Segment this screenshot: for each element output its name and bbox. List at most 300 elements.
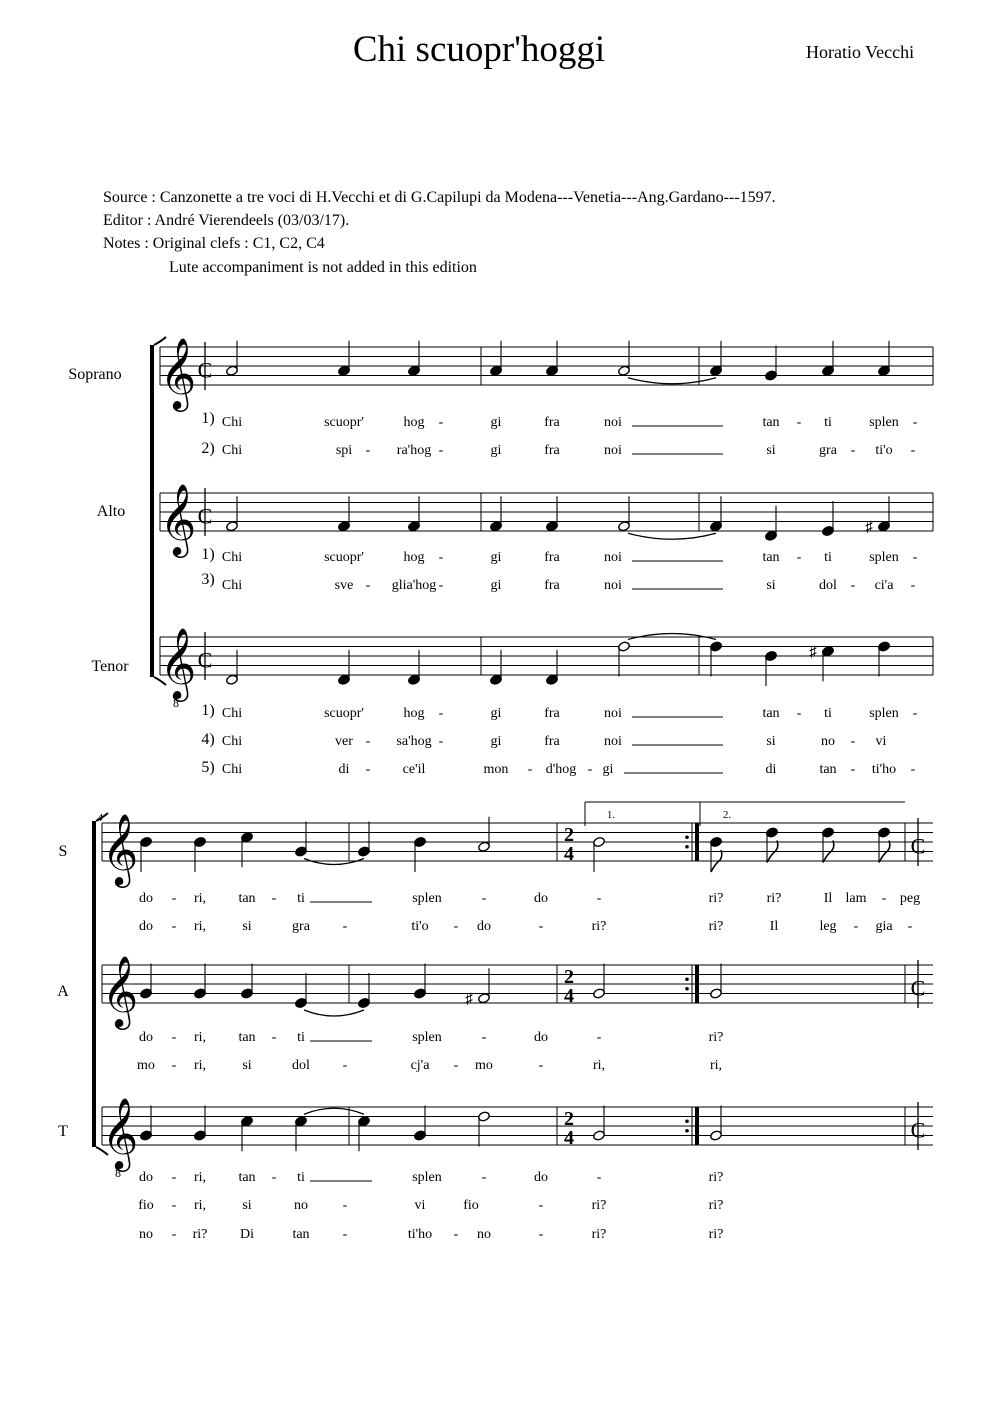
lyric-syllable: - [365, 762, 371, 777]
thick-barline [695, 823, 699, 861]
voice-abbrev-s: S [58, 843, 68, 860]
lyric-syllable: ri? [708, 1170, 724, 1185]
lyric-syllable: si [766, 443, 776, 458]
notes-line: Notes : Original clefs : C1, C2, C4 [103, 235, 325, 252]
cut-time-signature [911, 818, 926, 866]
lyric-syllable: gra [292, 919, 310, 934]
lyric-syllable: scuopr' [324, 415, 364, 430]
lyric-syllable: ri, [193, 1198, 207, 1213]
lyric-syllable: do [477, 919, 491, 934]
cut-time-signature [911, 1102, 926, 1150]
lyric-syllable: hog [403, 706, 425, 721]
lyric-syllable: scuopr' [324, 550, 364, 565]
lyric-syllable: - [796, 415, 802, 430]
half-note [593, 964, 606, 1000]
lyric-syllable: ti'ho [871, 762, 897, 777]
lyric-syllable: gi [602, 762, 614, 777]
repeat-dot [685, 845, 689, 849]
lyric-syllable: si [242, 919, 252, 934]
quarter-note [490, 496, 503, 532]
lyric-syllable: do [534, 1170, 548, 1185]
half-note [618, 341, 631, 377]
quarter-note [194, 964, 207, 1000]
lyric-syllable: tan [238, 1030, 256, 1045]
lyric-syllable: - [907, 919, 913, 934]
system-bracket [92, 821, 96, 1147]
lyric-syllable: - [365, 578, 371, 593]
cut-time-glyph: C [910, 975, 926, 1001]
time-sig-numerator: 2 [564, 824, 574, 846]
eighth-note [878, 827, 891, 863]
lyric-syllable: ri? [591, 919, 607, 934]
lyric-syllable: Chi [221, 762, 243, 777]
clef-glyph: 𝄞 [159, 486, 197, 554]
verse-number: 1) [201, 410, 215, 427]
lyric-syllable: ri? [708, 919, 724, 934]
quarter-note [878, 641, 891, 677]
lyric-syllable: si [766, 734, 776, 749]
lyric-syllable: noi [604, 706, 622, 721]
lyric-syllable: vi [414, 1198, 426, 1213]
lyric-syllable: Chi [221, 706, 243, 721]
lyric-syllable: - [171, 1170, 177, 1185]
half-note [226, 341, 239, 377]
sharp-sign: ♯ [865, 519, 873, 536]
lyric-syllable: - [910, 578, 916, 593]
treble-clef [160, 338, 197, 412]
lyric-syllable: no [294, 1198, 308, 1213]
lyric-syllable: noi [604, 578, 622, 593]
clef-glyph: 𝄞 [159, 630, 197, 698]
lyric-syllable: noi [604, 443, 622, 458]
lyric-syllable: Chi [221, 578, 243, 593]
lyric-syllable: glia'hog [391, 578, 437, 593]
lyric-syllable: - [342, 1227, 348, 1242]
lyric-syllable: - [850, 578, 856, 593]
lyric-syllable: - [481, 891, 487, 906]
quarter-note [358, 973, 371, 1009]
lyric-syllable: - [365, 734, 371, 749]
quarter-note [765, 506, 778, 542]
quarter-note [295, 822, 308, 858]
lyric-syllable: gi [490, 578, 502, 593]
lyric-syllable: gi [490, 550, 502, 565]
eighth-note [822, 827, 835, 863]
lyric-syllable: ce'il [402, 762, 426, 777]
voice-name-tenor: Tenor [91, 658, 129, 675]
lyric-syllable: noi [604, 734, 622, 749]
lyric-syllable: - [171, 1198, 177, 1213]
quarter-note [414, 1106, 427, 1142]
time-signature [564, 824, 574, 865]
octave-marker: 8 [173, 696, 179, 710]
composer-name: Horatio Vecchi [806, 42, 915, 62]
lyric-syllable: d'hog [545, 762, 577, 777]
half-note [593, 1106, 606, 1142]
lyric-syllable: - [171, 1058, 177, 1073]
cut-time-signature [198, 488, 213, 536]
piece-title: Chi scuopr'hoggi [352, 29, 606, 70]
lyric-syllable: - [171, 1227, 177, 1242]
quarter-note [408, 650, 421, 686]
octave-marker: 8 [115, 1166, 121, 1180]
half-note [618, 641, 631, 677]
lyric-syllable: fra [544, 443, 560, 458]
lyric-syllable: - [587, 762, 593, 777]
lyric-syllable: ri? [708, 891, 724, 906]
thick-barline [695, 1107, 699, 1145]
system-bracket [150, 345, 154, 677]
quarter-note [809, 644, 834, 681]
lyric-syllable: ti [824, 415, 832, 430]
repeat-dot [685, 1119, 689, 1123]
cut-time-glyph: C [910, 1117, 926, 1143]
lyric-syllable: ver [335, 734, 353, 749]
quarter-note [295, 973, 308, 1009]
lyric-syllable: gra [819, 443, 837, 458]
lyric-syllable: gia [875, 919, 893, 934]
lyric-syllable: - [910, 762, 916, 777]
treble-8-clef [160, 628, 197, 710]
half-note [593, 836, 606, 872]
lyric-syllable: - [538, 919, 544, 934]
lyric-syllable: - [850, 762, 856, 777]
repeat-dot [685, 977, 689, 981]
time-signature [564, 966, 574, 1007]
lyric-syllable: tan [762, 706, 780, 721]
lyric-syllable: ti [824, 550, 832, 565]
lyric-syllable: - [538, 1198, 544, 1213]
quarter-note [358, 1116, 371, 1152]
lyric-syllable: ri, [193, 1170, 207, 1185]
lyric-syllable: peg [899, 891, 921, 906]
lyric-syllable: mon [483, 762, 509, 777]
lyric-syllable: gi [490, 706, 502, 721]
lyric-syllable: fra [544, 415, 560, 430]
voice-name-soprano: Soprano [68, 366, 122, 383]
lyric-syllable: Chi [221, 415, 243, 430]
clef-glyph: 𝄞 [159, 340, 197, 408]
quarter-note [408, 341, 421, 377]
lyric-syllable: di [765, 762, 777, 777]
lyric-syllable: - [527, 762, 533, 777]
lyric-syllable: - [912, 550, 918, 565]
quarter-note [338, 650, 351, 686]
tie [628, 378, 716, 384]
quarter-note [408, 496, 421, 532]
lyric-syllable: - [881, 891, 887, 906]
lyric-syllable: sa'hog [396, 734, 432, 749]
measure-number: 4 [97, 812, 103, 824]
quarter-note [546, 650, 559, 686]
half-note [226, 650, 239, 686]
lyric-syllable: tan [819, 762, 837, 777]
clef-glyph: 𝄞 [101, 1100, 139, 1168]
quarter-note [765, 346, 778, 382]
lyric-syllable: - [850, 443, 856, 458]
lyric-syllable: ri, [193, 891, 207, 906]
lyric-syllable: - [438, 415, 444, 430]
lyric-syllable: fra [544, 706, 560, 721]
lyric-syllable: ri? [708, 1198, 724, 1213]
lyric-syllable: di [338, 762, 350, 777]
quarter-note [765, 650, 778, 686]
quarter-note [140, 964, 153, 1000]
lyric-syllable: ri, [193, 1030, 207, 1045]
lyric-syllable: cj'a [410, 1058, 430, 1073]
lyric-syllable: si [242, 1058, 252, 1073]
lyric-syllable: - [481, 1170, 487, 1185]
cut-time-glyph: C [197, 357, 213, 383]
lyric-syllable: scuopr' [324, 706, 364, 721]
lyric-syllable: ci'a [874, 578, 894, 593]
volta-number-2: 2. [722, 809, 732, 821]
quarter-note [140, 836, 153, 872]
cut-time-glyph: C [197, 503, 213, 529]
quarter-note [194, 1106, 207, 1142]
lyric-syllable: spi [335, 443, 353, 458]
lyric-syllable: gi [490, 734, 502, 749]
lyric-syllable: - [342, 1058, 348, 1073]
half-note [478, 817, 491, 853]
lyric-syllable: hog [403, 415, 425, 430]
lyric-syllable: ti [297, 891, 305, 906]
lyric-syllable: fra [544, 734, 560, 749]
lyric-syllable: splen [869, 550, 899, 565]
verse-number: 2) [201, 440, 215, 457]
quarter-note [710, 641, 723, 677]
lyric-syllable: dol [819, 578, 837, 593]
lyric-syllable: - [271, 891, 277, 906]
half-note [478, 1111, 491, 1147]
editor-line: Editor : André Vierendeels (03/03/17). [103, 212, 350, 229]
half-note [710, 1106, 723, 1142]
lyric-syllable: ri? [708, 1227, 724, 1242]
lyric-syllable: - [271, 1170, 277, 1185]
time-sig-numerator: 2 [564, 1108, 574, 1130]
lyric-syllable: - [912, 706, 918, 721]
lyric-syllable: do [534, 1030, 548, 1045]
quarter-note [295, 1116, 308, 1152]
lyric-syllable: mo [137, 1058, 155, 1073]
lyric-syllable: Il [823, 891, 833, 906]
quarter-note [546, 496, 559, 532]
lyric-syllable: - [912, 415, 918, 430]
verse-number: 4) [201, 731, 215, 748]
lyric-syllable: - [481, 1030, 487, 1045]
lyric-syllable: Chi [221, 443, 243, 458]
lyric-syllable: - [453, 1058, 459, 1073]
lyric-syllable: gi [490, 415, 502, 430]
lyric-syllable: fra [544, 578, 560, 593]
lyric-syllable: fra [544, 550, 560, 565]
time-sig-denominator: 4 [564, 843, 574, 865]
notes-line-2: Lute accompaniment is not added in this edition [169, 259, 477, 276]
lyric-syllable: sve [334, 578, 354, 593]
lyric-syllable: - [171, 1030, 177, 1045]
lyric-syllable: - [342, 1198, 348, 1213]
eighth-note [766, 827, 779, 863]
lyric-syllable: ti [824, 706, 832, 721]
verse-number: 5) [201, 759, 215, 776]
voice-name-alto: Alto [96, 503, 126, 520]
sharp-sign: ♯ [465, 991, 473, 1008]
treble-clef [102, 956, 139, 1030]
lyric-syllable: fio [463, 1198, 479, 1213]
quarter-note [358, 822, 371, 858]
lyric-syllable: noi [604, 415, 622, 430]
lyric-syllable: - [596, 891, 602, 906]
lyric-syllable: noi [604, 550, 622, 565]
lyric-syllable: tan [292, 1227, 310, 1242]
lyric-syllable: tan [762, 415, 780, 430]
lyric-syllable: ri? [591, 1227, 607, 1242]
lyric-syllable: mo [475, 1058, 493, 1073]
cut-time-signature [198, 632, 213, 680]
lyric-syllable: splen [412, 891, 442, 906]
lyric-syllable: - [438, 734, 444, 749]
lyric-syllable: - [796, 706, 802, 721]
lyric-syllable: ti [297, 1170, 305, 1185]
thick-barline [695, 965, 699, 1003]
lyric-syllable: ri, [193, 1058, 207, 1073]
quarter-note [241, 1116, 254, 1152]
lyric-syllable: Il [769, 919, 779, 934]
quarter-note [414, 836, 427, 872]
lyric-syllable: lam [845, 891, 867, 906]
quarter-note [140, 1106, 153, 1142]
lyric-syllable: do [534, 891, 548, 906]
half-note [618, 496, 631, 532]
lyric-syllable: ti'ho [407, 1227, 433, 1242]
clef-glyph: 𝄞 [101, 816, 139, 884]
source-line: Source : Canzonette a tre voci di H.Vecchi et di G.Capilupi da Modena---Venetia---Ang.Gardano---1597. [103, 189, 776, 206]
lyric-syllable: dol [292, 1058, 310, 1073]
time-sig-numerator: 2 [564, 966, 574, 988]
lyric-syllable: do [139, 919, 153, 934]
lyric-syllable: ri, [709, 1058, 723, 1073]
repeat-dot [685, 987, 689, 991]
tie [304, 1010, 364, 1016]
voice-abbrev-a: A [57, 983, 69, 1000]
lyric-syllable: - [438, 578, 444, 593]
lyric-syllable: - [171, 919, 177, 934]
lyric-syllable: - [438, 550, 444, 565]
lyric-syllable: ti'o [411, 919, 429, 934]
lyric-syllable: ti'o [875, 443, 893, 458]
tie [304, 1108, 364, 1114]
lyric-syllable: tan [238, 1170, 256, 1185]
lyric-syllable: - [438, 443, 444, 458]
lyric-syllable: no [821, 734, 835, 749]
half-note [226, 496, 239, 532]
lyric-syllable: splen [869, 706, 899, 721]
verse-number: 1) [201, 702, 215, 719]
lyric-syllable: ri, [193, 919, 207, 934]
lyric-syllable: no [477, 1227, 491, 1242]
lyric-syllable: - [171, 891, 177, 906]
lyric-syllable: do [139, 1170, 153, 1185]
quarter-note [822, 341, 835, 377]
volta-number-1: 1. [606, 809, 616, 821]
lyric-syllable: - [596, 1030, 602, 1045]
treble-8-clef [102, 1098, 139, 1180]
lyric-syllable: - [453, 1227, 459, 1242]
lyric-syllable: Chi [221, 734, 243, 749]
clef-glyph: 𝄞 [101, 958, 139, 1026]
cut-time-signature [198, 342, 213, 390]
lyric-syllable: Di [240, 1227, 254, 1242]
lyric-syllable: ri? [192, 1227, 208, 1242]
lyric-syllable: ra'hog [396, 443, 432, 458]
sharp-sign: ♯ [809, 644, 817, 661]
repeat-dot [685, 1129, 689, 1133]
verse-number: 1) [201, 546, 215, 563]
half-note [710, 964, 723, 1000]
quarter-note [490, 650, 503, 686]
quarter-note [338, 496, 351, 532]
treble-clef [102, 814, 139, 888]
lyric-syllable: - [438, 706, 444, 721]
lyric-syllable: gi [490, 443, 502, 458]
quarter-note [822, 501, 835, 537]
lyric-syllable: splen [412, 1030, 442, 1045]
lyric-syllable: si [242, 1198, 252, 1213]
lyric-syllable: splen [412, 1170, 442, 1185]
verse-number: 3) [201, 571, 215, 588]
lyric-syllable: leg [819, 919, 837, 934]
lyric-syllable: ti [297, 1030, 305, 1045]
eighth-note [710, 836, 723, 872]
time-signature [564, 1108, 574, 1149]
lyric-syllable: ri? [708, 1030, 724, 1045]
lyric-syllable: - [853, 919, 859, 934]
quarter-note [878, 341, 891, 377]
lyric-syllable: do [139, 1030, 153, 1045]
lyric-syllable: - [342, 919, 348, 934]
lyric-syllable: Chi [221, 550, 243, 565]
lyric-syllable: - [596, 1170, 602, 1185]
lyric-syllable: si [766, 578, 776, 593]
lyric-syllable: ri, [592, 1058, 606, 1073]
lyric-syllable: splen [869, 415, 899, 430]
quarter-note [490, 341, 503, 377]
cut-time-glyph: C [197, 647, 213, 673]
lyric-syllable: - [850, 734, 856, 749]
lyric-syllable: - [538, 1058, 544, 1073]
lyric-syllable: tan [762, 550, 780, 565]
cut-time-signature [911, 960, 926, 1008]
lyric-syllable: vi [875, 734, 887, 749]
lyric-syllable: - [271, 1030, 277, 1045]
voice-abbrev-t: T [58, 1123, 68, 1140]
lyric-syllable: no [139, 1227, 153, 1242]
time-sig-denominator: 4 [564, 1127, 574, 1149]
time-sig-denominator: 4 [564, 985, 574, 1007]
quarter-note [710, 341, 723, 377]
lyric-syllable: - [796, 550, 802, 565]
cut-time-glyph: C [910, 833, 926, 859]
lyric-syllable: - [910, 443, 916, 458]
lyric-syllable: tan [238, 891, 256, 906]
quarter-note [546, 341, 559, 377]
lyric-syllable: do [139, 891, 153, 906]
quarter-note [414, 964, 427, 1000]
quarter-note [194, 836, 207, 872]
lyric-syllable: - [538, 1227, 544, 1242]
lyric-syllable: - [365, 443, 371, 458]
lyric-syllable: ri? [591, 1198, 607, 1213]
